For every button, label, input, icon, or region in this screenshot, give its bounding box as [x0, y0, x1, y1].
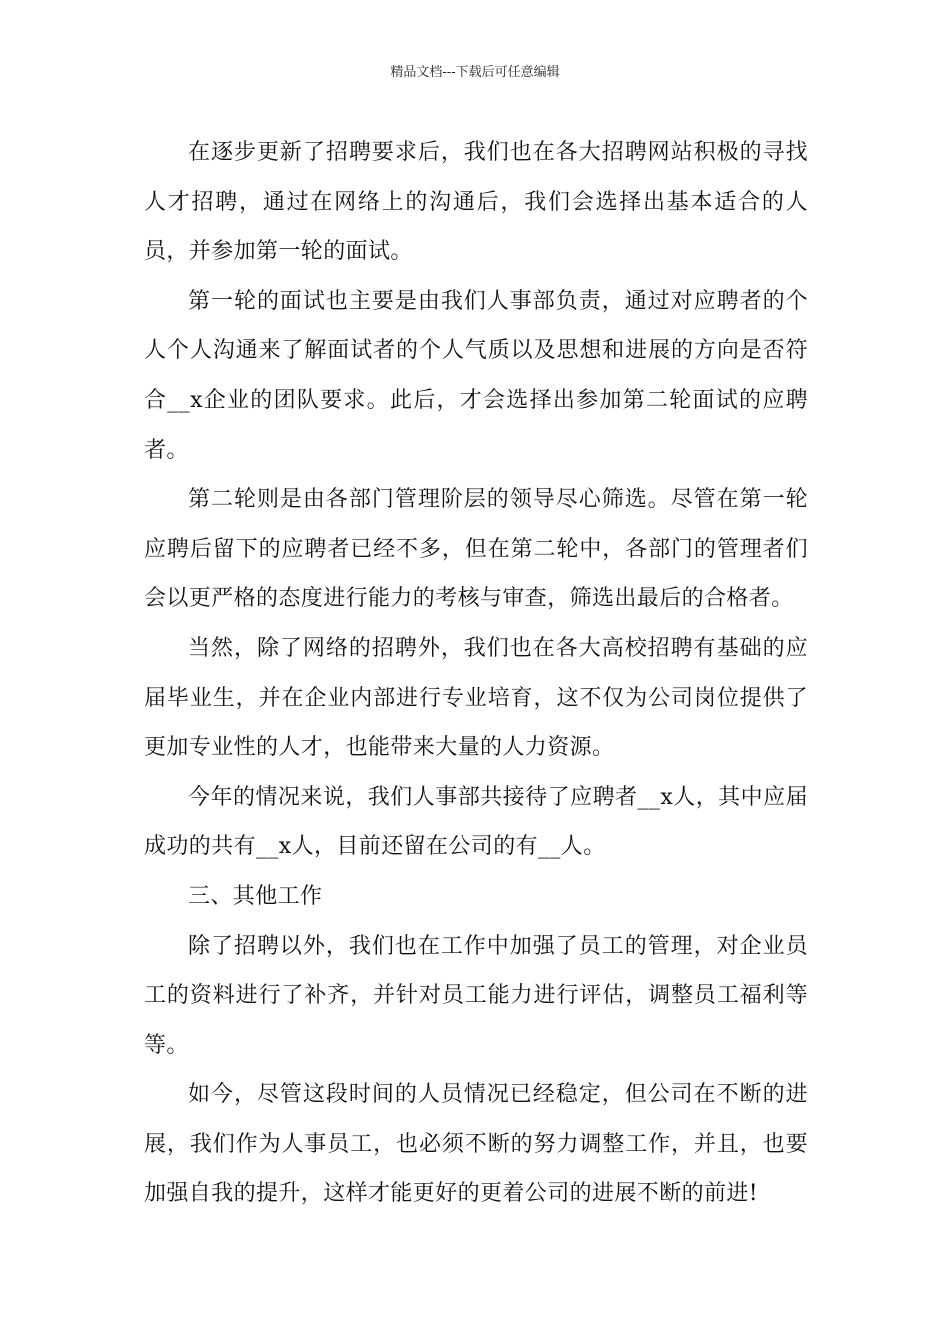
page-header: 精品文档---下载后可任意编辑: [390, 65, 560, 80]
paragraph-campus-recruitment: 当然，除了网络的招聘外，我们也在各大高校招聘有基础的应届毕业生，并在企业内部进行专业培育，这不仅为公司岗位提供了更加专业性的人才，也能带来大量的人力资源。: [144, 635, 808, 761]
paragraph-first-round-interview: 第一轮的面试也主要是由我们人事部负责，通过对应聘者的个人个人沟通来了解面试者的个人气质以及思想和进展的方向是否符合__x企业的团队要求。此后，才会选择出参加第二轮面试的应聘者。: [144, 288, 808, 463]
paragraph-yearly-stats: 今年的情况来说，我们人事部共接待了应聘者__x人，其中应届成功的共有__x人，目前还留在公司的有__人。: [144, 784, 808, 860]
paragraph-employee-management: 除了招聘以外，我们也在工作中加强了员工的管理，对企业员工的资料进行了补齐，并针对员工能力进行评估，调整员工福利等等。: [144, 933, 808, 1058]
document-body: [144, 128, 808, 1219]
paragraph-recruitment-online: 在逐步更新了招聘要求后，我们也在各大招聘网站积极的寻找人才招聘，通过在网络上的沟通后，我们会选择出基本适合的人员，并参加第一轮的面试。: [144, 140, 808, 265]
paragraph-conclusion: 如今，尽管这段时间的人员情况已经稳定，但公司在不断的进展，我们作为人事员工，也必须不断的努力调整工作，并且，也要加强自我的提升，这样才能更好的更着公司的进展不断的前进!: [144, 1082, 808, 1207]
paragraph-second-round-interview: 第二轮则是由各部门管理阶层的领导尽心筛选。尽管在第一轮应聘后留下的应聘者已经不多，但在第二轮中，各部门的管理者们会以更严格的态度进行能力的考核与审查，筛选出最后的合格者。: [144, 487, 808, 612]
section-heading-other-work: 三、其他工作: [188, 883, 323, 909]
